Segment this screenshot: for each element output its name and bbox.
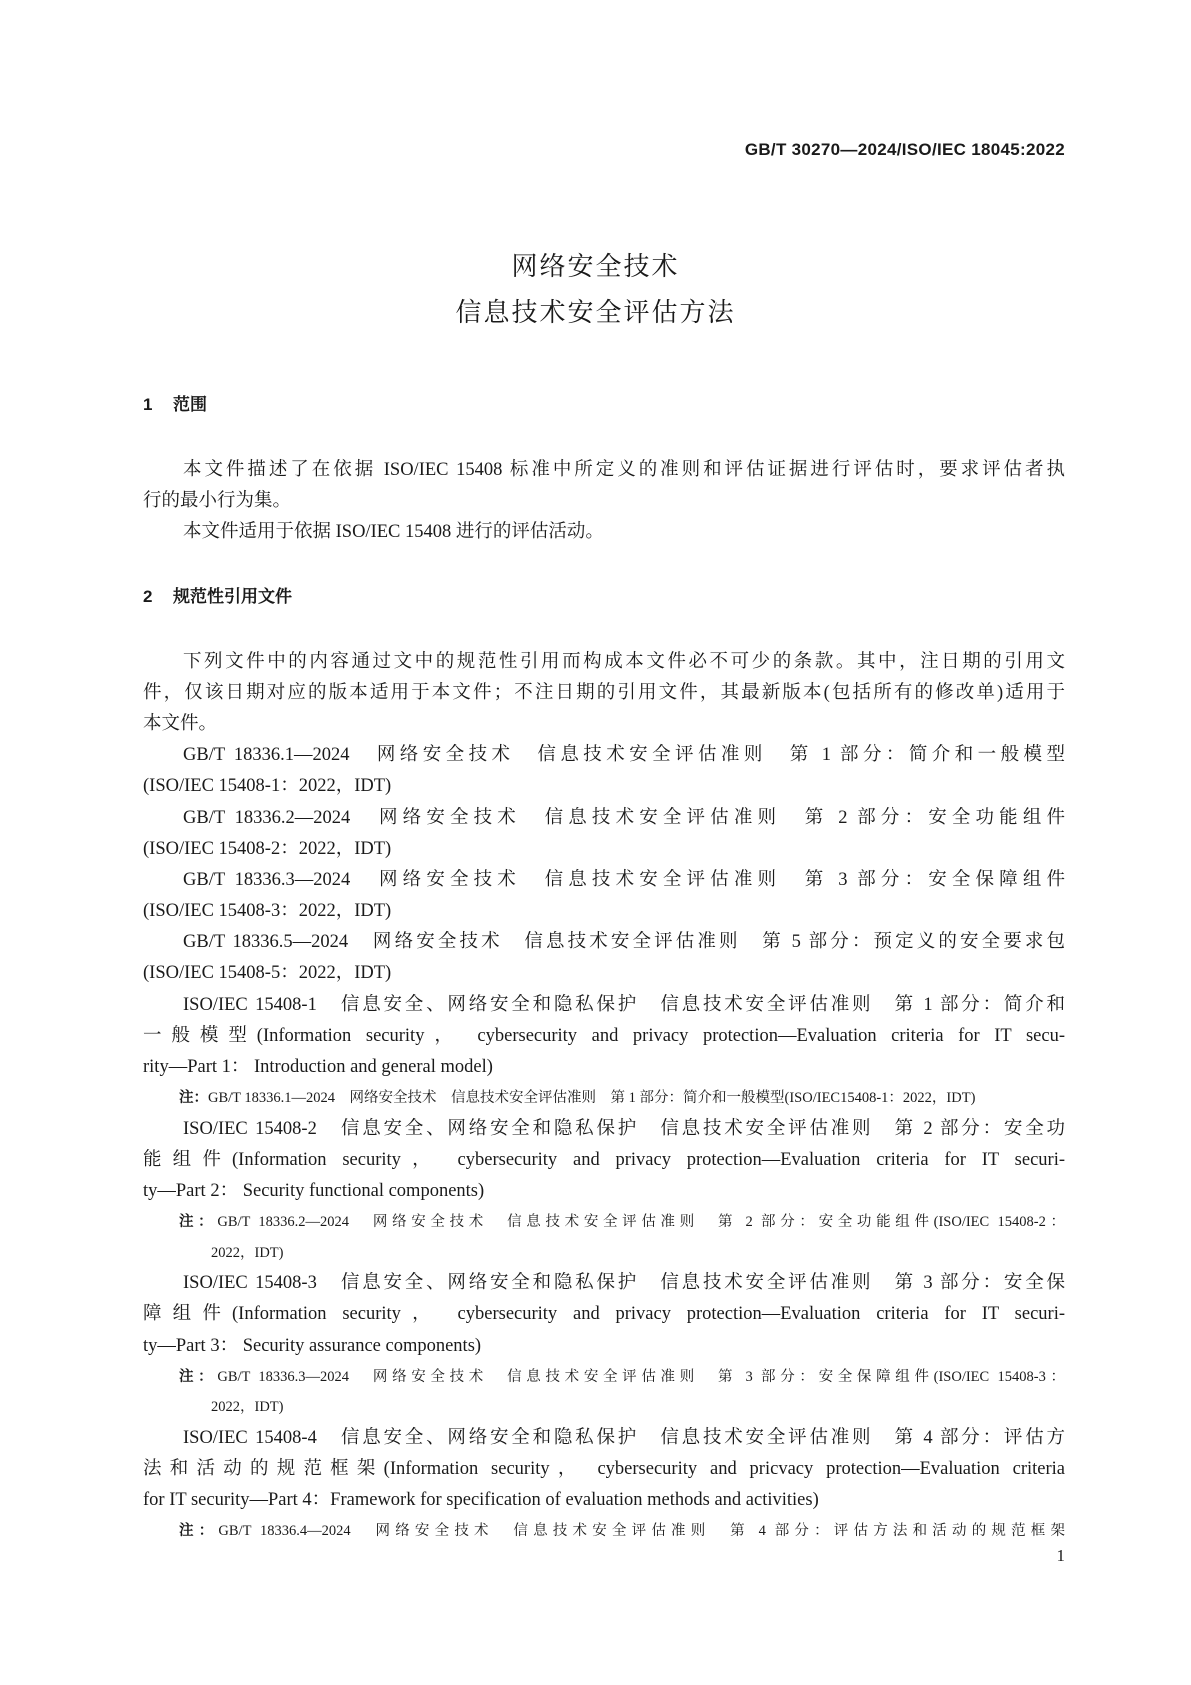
note-text: GB/T 18336.1—2024 网络安全技术 信息技术安全评估准则 第 1 部分：简介和一般模型(ISO/IEC15408-1：2022，IDT) — [208, 1090, 976, 1107]
paragraph — [143, 647, 1065, 741]
note-line — [143, 1516, 1065, 1547]
note-label: 注： — [179, 1368, 218, 1385]
paragraph-line: GB/T 18336.5—2024 网络安全技术 信息技术安全评估准则 第 5 部分：预定义的安全要求包 — [183, 932, 1065, 953]
paragraph-line: GB/T 18336.3—2024 网络安全技术 信息技术安全评估准则 第 3 部分：安全保障组件 — [183, 869, 1065, 890]
note-block — [143, 1516, 1065, 1547]
paragraph-line: 本文件适用于依据 ISO/IEC 15408 进行的评估活动。 — [183, 522, 604, 543]
note-text: 2022，IDT) — [211, 1244, 284, 1261]
standard-code-header: GB/T 30270—2024/ISO/IEC 18045:2022 — [744, 140, 1065, 159]
paragraph-line: ISO/IEC 15408-3 信息安全、网络安全和隐私保护 信息技术安全评估准则 第 3 部分：安全保 — [183, 1273, 1065, 1294]
note-line — [143, 1392, 1065, 1423]
section-number: 2 — [143, 586, 153, 606]
paragraph — [143, 740, 1065, 802]
note-line — [143, 1362, 1065, 1393]
document-title-line1: 网络安全技术 — [511, 251, 680, 281]
section-title: 规范性引用文件 — [173, 586, 292, 606]
paragraph — [143, 1423, 1065, 1517]
paragraph-line: 件，仅该日期对应的版本适用于本文件；不注日期的引用文件，其最新版本(包括所有的修改单)适用于 — [143, 682, 1065, 703]
paragraph — [143, 517, 1065, 548]
note-block — [143, 1207, 1065, 1268]
paragraph-line: ISO/IEC 15408-2 信息安全、网络安全和隐私保护 信息技术安全评估准则 第 2 部分：安全功 — [183, 1118, 1065, 1139]
paragraph-line: rity—Part 1： Introduction and general model) — [143, 1057, 493, 1077]
spacer — [143, 611, 1065, 647]
paragraph-line: (ISO/IEC 15408-1：2022，IDT) — [143, 776, 392, 797]
paragraph-line: ty—Part 3： Security assurance components) — [143, 1335, 482, 1356]
paragraph-line: 本文件。 — [143, 713, 218, 734]
page-number: 1 — [1056, 1546, 1065, 1565]
paragraph-line: ISO/IEC 15408-1 信息安全、网络安全和隐私保护 信息技术安全评估准则 第 1 部分：简介和 — [183, 994, 1065, 1015]
paragraph-line: (ISO/IEC 15408-2：2022，IDT) — [143, 838, 392, 859]
document-body — [143, 391, 1065, 1547]
note-label: 注： — [179, 1214, 218, 1231]
paragraph-line: ty—Part 2： Security functional components) — [143, 1181, 485, 1202]
paragraph-line: 障组件(Information security， cybersecurity and privacy protection—Evaluation criteria for IT securi- — [143, 1304, 1065, 1325]
spacer — [143, 419, 1065, 455]
document-title-line2: 信息技术安全评估方法 — [455, 297, 736, 327]
paragraph-line: 本文件描述了在依据 ISO/IEC 15408 标准中所定义的准则和评估证据进行评估时，要求评估者执 — [183, 460, 1065, 480]
note-text: GB/T 18336.3—2024 网络安全技术 信息技术安全评估准则 第 3 部分：安全保障组件(ISO/IEC 15408-3： — [217, 1368, 1066, 1385]
note-label: 注： — [179, 1523, 219, 1540]
note-text: GB/T 18336.2—2024 网络安全技术 信息技术安全评估准则 第 2 部分：安全功能组件(ISO/IEC 15408-2： — [217, 1214, 1066, 1231]
paragraph-line: 一般模型(Information security， cybersecurity and privacy protection—Evaluation criteria for IT secu- — [143, 1025, 1065, 1046]
section-heading — [143, 391, 1065, 419]
paragraph — [143, 1268, 1065, 1362]
paragraph — [143, 803, 1065, 865]
paragraph-line: for IT security—Part 4：Framework for specification of evaluation methods and activities) — [143, 1490, 819, 1511]
note-line — [143, 1083, 1065, 1114]
paragraph-line: ISO/IEC 15408-4 信息安全、网络安全和隐私保护 信息技术安全评估准则 第 4 部分：评估方 — [183, 1427, 1065, 1448]
paragraph-line: 能组件(Information security， cybersecurity and privacy protection—Evaluation criteria for IT securi- — [143, 1149, 1065, 1170]
paragraph-line: 法和活动的规范框架(Information security， cybersecurity and pricvacy protection—Evaluation criteria — [143, 1459, 1065, 1479]
paragraph — [143, 865, 1065, 927]
note-block — [143, 1362, 1065, 1423]
note-line — [143, 1207, 1065, 1238]
note-text: GB/T 18336.4—2024 网络安全技术 信息技术安全评估准则 第 4 部分：评估方法和活动的规范框架 — [218, 1523, 1066, 1540]
note-label: 注： — [179, 1090, 208, 1107]
paragraph-line: 行的最小行为集。 — [143, 491, 292, 512]
spacer — [143, 549, 1065, 583]
paragraph-line: GB/T 18336.2—2024 网络安全技术 信息技术安全评估准则 第 2 部分：安全功能组件 — [183, 807, 1065, 828]
paragraph — [143, 927, 1065, 989]
paragraph — [143, 455, 1065, 517]
paragraph — [143, 990, 1065, 1084]
section-title: 范围 — [173, 395, 207, 414]
paragraph-line: (ISO/IEC 15408-5：2022，IDT) — [143, 963, 392, 984]
paragraph-line: GB/T 18336.1—2024 网络安全技术 信息技术安全评估准则 第 1 部分：简介和一般模型 — [183, 745, 1065, 766]
note-block — [143, 1083, 1065, 1114]
paragraph — [143, 1114, 1065, 1208]
paragraph-line: (ISO/IEC 15408-3：2022，IDT) — [143, 901, 392, 922]
note-text: 2022，IDT) — [211, 1399, 284, 1416]
section-number: 1 — [143, 395, 153, 414]
note-line — [143, 1238, 1065, 1269]
paragraph-line: 下列文件中的内容通过文中的规范性引用而构成本文件必不可少的条款。其中，注日期的引用文 — [183, 651, 1065, 672]
section-heading — [143, 583, 1065, 611]
